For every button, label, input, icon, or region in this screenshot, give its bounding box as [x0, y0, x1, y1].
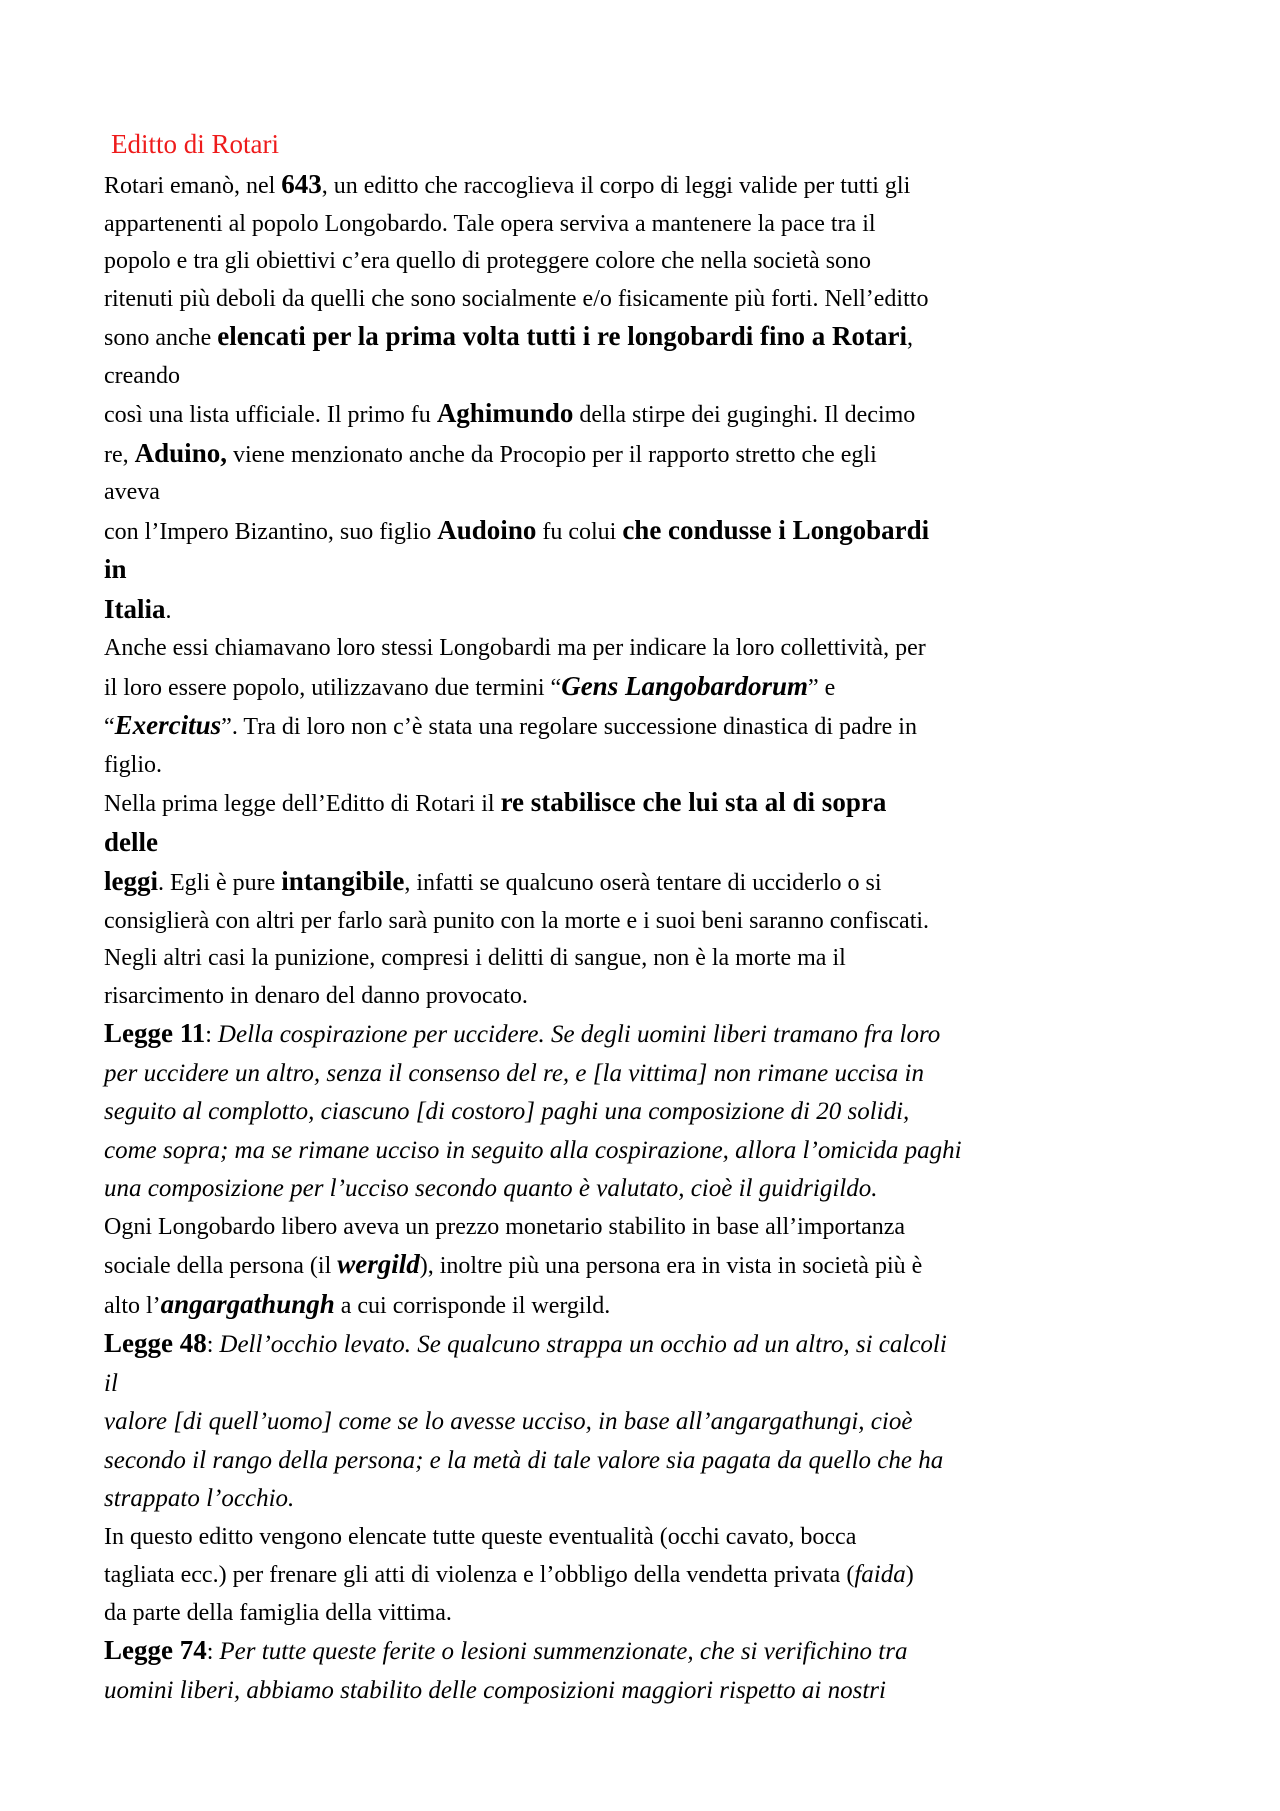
text-run: angargathungh	[160, 1288, 335, 1319]
text-line	[104, 1480, 1190, 1519]
text-line	[104, 903, 1190, 941]
text-run: Ogni Longobardo libero aveva un prezzo monetario stabilito in base all’importanza	[104, 1213, 906, 1240]
text-line	[104, 747, 1190, 785]
text-line	[104, 1132, 1190, 1171]
text-run: Aduino,	[134, 437, 227, 468]
text-run: . Egli è pure	[158, 870, 282, 896]
text-line	[104, 206, 1190, 244]
text-run: Rotari emanò, nel	[104, 173, 282, 199]
document-lines	[104, 166, 1190, 1710]
text-line	[104, 166, 1190, 206]
text-line	[104, 1442, 1190, 1481]
text-run: alto l’	[104, 1292, 161, 1319]
text-run: Legge 74	[104, 1635, 207, 1665]
text-line	[104, 1325, 1190, 1365]
text-run: che condusse i Longobardi	[622, 514, 930, 545]
text-line	[104, 281, 1190, 319]
text-line	[104, 318, 1190, 358]
text-run: Aghimundo	[436, 398, 574, 428]
text-run: uomini liberi, abbiamo stabilito delle composizioni maggiori rispetto ai nostri	[104, 1676, 886, 1704]
text-run: :	[206, 1332, 220, 1358]
text-run: ritenuti più deboli da quelli che sono socialmente e/o fisicamente più forti. Nell’editto	[104, 285, 929, 312]
text-run: :	[205, 1022, 218, 1048]
text-run: il loro essere popolo, utilizzavano due termini “	[104, 674, 562, 701]
text-line	[104, 1093, 1190, 1132]
text-run: consiglierà con altri per farlo sarà punito con la morte e i suoi beni saranno confiscati.	[104, 907, 930, 934]
text-run: Legge 48	[104, 1328, 207, 1358]
text-run: in	[104, 554, 127, 584]
text-run: 643	[281, 169, 322, 199]
text-line	[104, 630, 1190, 668]
text-run: Gens Langobardorum	[561, 670, 808, 701]
text-run: .	[165, 597, 172, 624]
text-line	[104, 358, 1190, 396]
text-run: ), inoltre più una persona era in vista in società più è	[419, 1253, 923, 1279]
text-run: ”. Tra di loro non c’è stata una regolare successione dinastica di padre in	[221, 714, 917, 740]
text-run: risarcimento in denaro del danno provocato.	[104, 982, 528, 1009]
text-line	[104, 668, 1190, 708]
text-run: Anche essi chiamavano loro stessi Longobardi ma per indicare la loro collettività, per	[104, 635, 926, 661]
text-run: Italia	[104, 593, 166, 624]
text-line	[104, 1015, 1190, 1055]
text-run: sociale della persona (il	[104, 1253, 338, 1279]
text-run: Della cospirazione per uccidere. Se degli uomini liberi tramano fra loro	[217, 1021, 941, 1048]
text-run: appartenenti al popolo Longobardo. Tale opera serviva a mantenere la pace tra il	[104, 210, 876, 237]
text-run: Legge 11	[104, 1018, 206, 1048]
text-run: da parte della famiglia della vittima.	[104, 1599, 452, 1626]
text-run: Dell’occhio levato. Se qualcuno strappa un occhio ad un altro, si calcoli	[219, 1331, 947, 1358]
text-line	[104, 940, 1190, 978]
text-run: intangibile	[281, 866, 405, 896]
text-run: Negli altri casi la punizione, compresi i delitti di sangue, non è la morte ma il	[104, 945, 846, 971]
text-line	[104, 1519, 1190, 1557]
text-run: delle	[104, 826, 158, 857]
text-run: aveva	[104, 479, 160, 505]
text-run: seguito al complotto, ciascuno [di costoro] paghi una composizione di 20 solidi,	[104, 1098, 910, 1125]
text-run: il	[104, 1369, 118, 1397]
text-line	[104, 474, 1190, 512]
text-run: elencati per la prima volta tutti i re longobardi fino a Rotari	[217, 321, 907, 351]
text-line	[104, 1556, 1190, 1595]
text-run: con l’Impero Bizantino, suo figlio	[104, 518, 438, 545]
text-run: , un editto che raccoglieva il corpo di leggi valide per tutti gli	[321, 173, 911, 199]
text-run: strappato l’occhio.	[104, 1485, 295, 1512]
text-line	[104, 243, 1190, 281]
text-line	[104, 1403, 1190, 1442]
text-run: wergild	[337, 1249, 420, 1279]
text-run: Exercitus	[114, 710, 222, 740]
text-line	[104, 512, 1190, 552]
text-line	[104, 591, 1190, 631]
text-line	[104, 1632, 1190, 1672]
text-line	[104, 1055, 1190, 1094]
text-line	[104, 435, 1190, 475]
text-run: creando	[104, 362, 180, 389]
text-line	[104, 1209, 1190, 1247]
text-run: così una lista ufficiale. Il primo fu	[104, 402, 437, 428]
text-run: re stabilisce che lui sta al di sopra	[500, 787, 887, 817]
text-run: ” e	[808, 674, 836, 701]
text-run: )	[905, 1562, 914, 1588]
text-run: :	[206, 1639, 220, 1665]
text-run: , infatti se qualcuno oserà tentare di ucciderlo o si	[404, 870, 882, 896]
text-run: viene menzionato anche da Procopio per il rapporto stretto che egli	[226, 441, 877, 468]
text-run: valore [di quell’uomo] come se lo avesse ucciso, in base all’angargathungi, cioè	[104, 1408, 913, 1435]
text-line	[104, 707, 1190, 747]
text-line	[104, 395, 1190, 435]
text-run: popolo e tra gli obiettivi c’era quello di proteggere colore che nella società sono	[104, 248, 872, 274]
text-run: una composizione per l’ucciso secondo quanto è valutato, cioè il guidrigildo.	[104, 1175, 878, 1202]
text-line	[104, 784, 1190, 824]
text-run: Nella prima legge dell’Editto di Rotari il	[104, 791, 501, 817]
text-run: Audoino	[437, 514, 537, 545]
text-run: faida	[854, 1561, 906, 1588]
text-line	[104, 1365, 1190, 1404]
text-run: Per tutte queste ferite o lesioni summenzionate, che si verifichino tra	[219, 1638, 908, 1665]
document-title: Editto di Rotari	[111, 129, 279, 159]
text-run: figlio.	[104, 751, 162, 778]
text-line	[104, 978, 1190, 1016]
text-line	[104, 1170, 1190, 1209]
text-run: per uccidere un altro, senza il consenso del re, e [la vittima] non rimane uccisa in	[104, 1059, 925, 1087]
text-run: tagliata ecc.) per frenare gli atti di violenza e l’obbligo della vendetta privata (	[104, 1562, 855, 1588]
text-line	[104, 551, 1190, 591]
text-run: della stirpe dei guginghi. Il decimo	[573, 402, 916, 428]
text-line	[104, 824, 1190, 864]
text-run: In questo editto vengono elencate tutte queste eventualità (occhi cavato, bocca	[104, 1523, 857, 1550]
text-run: fu colui	[536, 518, 623, 545]
text-line	[104, 1672, 1190, 1711]
text-line	[104, 1246, 1190, 1286]
text-run: a cui corrisponde il wergild.	[334, 1292, 611, 1319]
text-line	[104, 863, 1190, 903]
text-line	[104, 1595, 1190, 1633]
text-run: leggi	[104, 866, 158, 896]
text-line	[104, 1286, 1190, 1326]
text-run: secondo il rango della persona; e la metà di tale valore sia pagata da quello che ha	[104, 1446, 944, 1474]
text-run: “	[104, 714, 115, 740]
text-run: re,	[104, 441, 135, 468]
text-run: ,	[906, 325, 913, 351]
text-run: sono anche	[104, 325, 218, 351]
text-run: come sopra; ma se rimane ucciso in seguito alla cospirazione, allora l’omicida paghi	[104, 1136, 962, 1164]
